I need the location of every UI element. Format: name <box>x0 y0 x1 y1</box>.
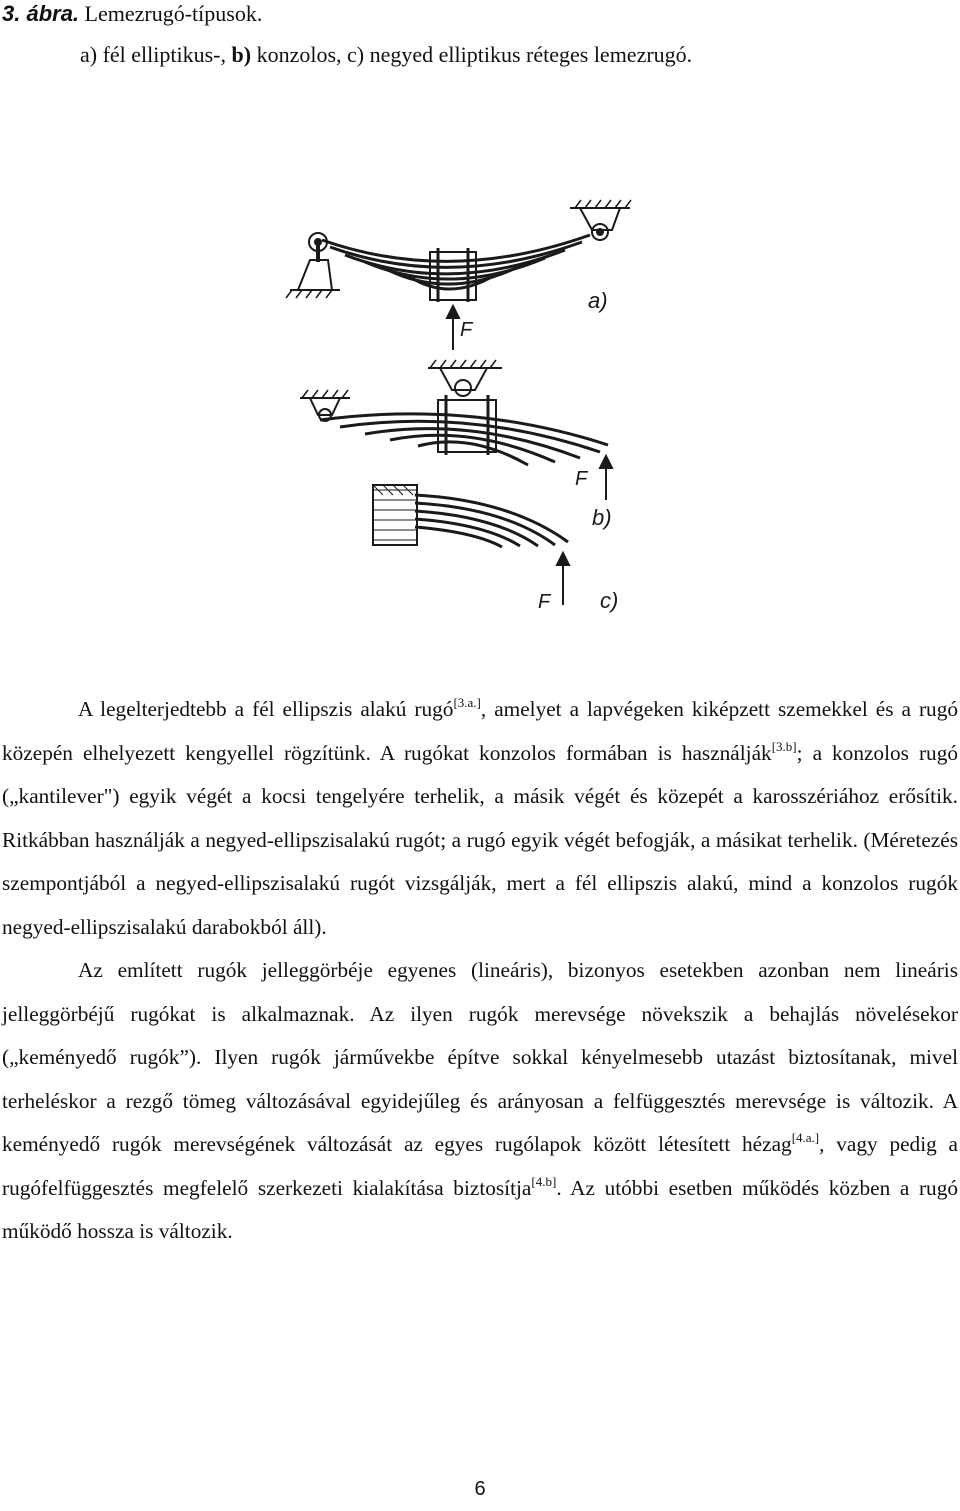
semi-elliptic-spring <box>286 200 631 350</box>
figure-title: Lemezrugó-típusok. <box>79 1 263 26</box>
force-label-b: F <box>575 468 588 490</box>
figure-number: 3. ábra. <box>2 1 80 26</box>
label-b: b) <box>592 505 612 530</box>
quarter-elliptic-spring <box>373 485 569 605</box>
reference-4b: [4.b] <box>531 1173 557 1189</box>
page-number: 6 <box>474 1478 486 1500</box>
label-c: c) <box>600 588 619 613</box>
force-label-a: F <box>460 319 473 341</box>
subcaption-rest: konzolos, c) negyed elliptikus réteges lemezrugó. <box>251 42 693 67</box>
body-text <box>2 688 958 1254</box>
paragraph-1: A legelterjedtebb a fél ellipszis alakú rugó[3.a.], amelyet a lapvégeken kiképzett szemekkel és a rugó közepén elhelyezett kengyellel rögzítünk. A rugókat konzolos formában is használják[3.b]; a konzolos rugó („kantilever") egyik végét a kocsi tengelyére terhelik, a másik végét és közepét a karosszériához erősítik. Ritkábban használják a negyed-ellipszisalakú rugót; a rugó egyik végét befogják, a másikat terhelik. (Méretezés szempontjából a negyed-ellipszisalakú rugót vizsgálják, mert a fél ellipszis alakú, mind a konzolos rugók negyed-ellipszisalakú darabokból áll). <box>2 695 958 939</box>
force-label-c: F <box>538 591 551 613</box>
subcaption-a: a) fél elliptikus-, <box>80 42 232 67</box>
label-a: a) <box>588 288 608 313</box>
subcaption-b: b) <box>231 42 252 67</box>
leaf-spring-figure <box>270 190 650 620</box>
cantilever-spring <box>300 360 612 500</box>
figure-subcaption <box>80 42 692 68</box>
figure-caption <box>2 2 262 26</box>
reference-4a: [4.a.] <box>791 1130 820 1145</box>
reference-3b: [3.b] <box>771 738 797 754</box>
reference-3a: [3.a.] <box>453 695 481 710</box>
paragraph-2: Az említett rugók jelleggörbéje egyenes (lineáris), bizonyos esetekben azonban nem lineáris jelleggörbéjű rugókat is alkalmaznak. Az ilyen rugók merevsége növekszik a behajlás növelésekor („keményedő rugók”). Ilyen rugók járművekbe építve sokkal kényelmesebb utazást biztosítanak, mivel terheléskor a rezgő tömeg változásával egyidejűleg és arányosan a felfüggesztés merevsége is változik. A keményedő rugók merevségének változását az egyes rugólapok között létesített hézag[4.a.], vagy pedig a rugófelfüggesztés megfelelő szerkezeti kialakítása biztosítja[4.b]. Az utóbbi esetben működés közben a rugó működő hossza is változik. <box>2 958 959 1243</box>
